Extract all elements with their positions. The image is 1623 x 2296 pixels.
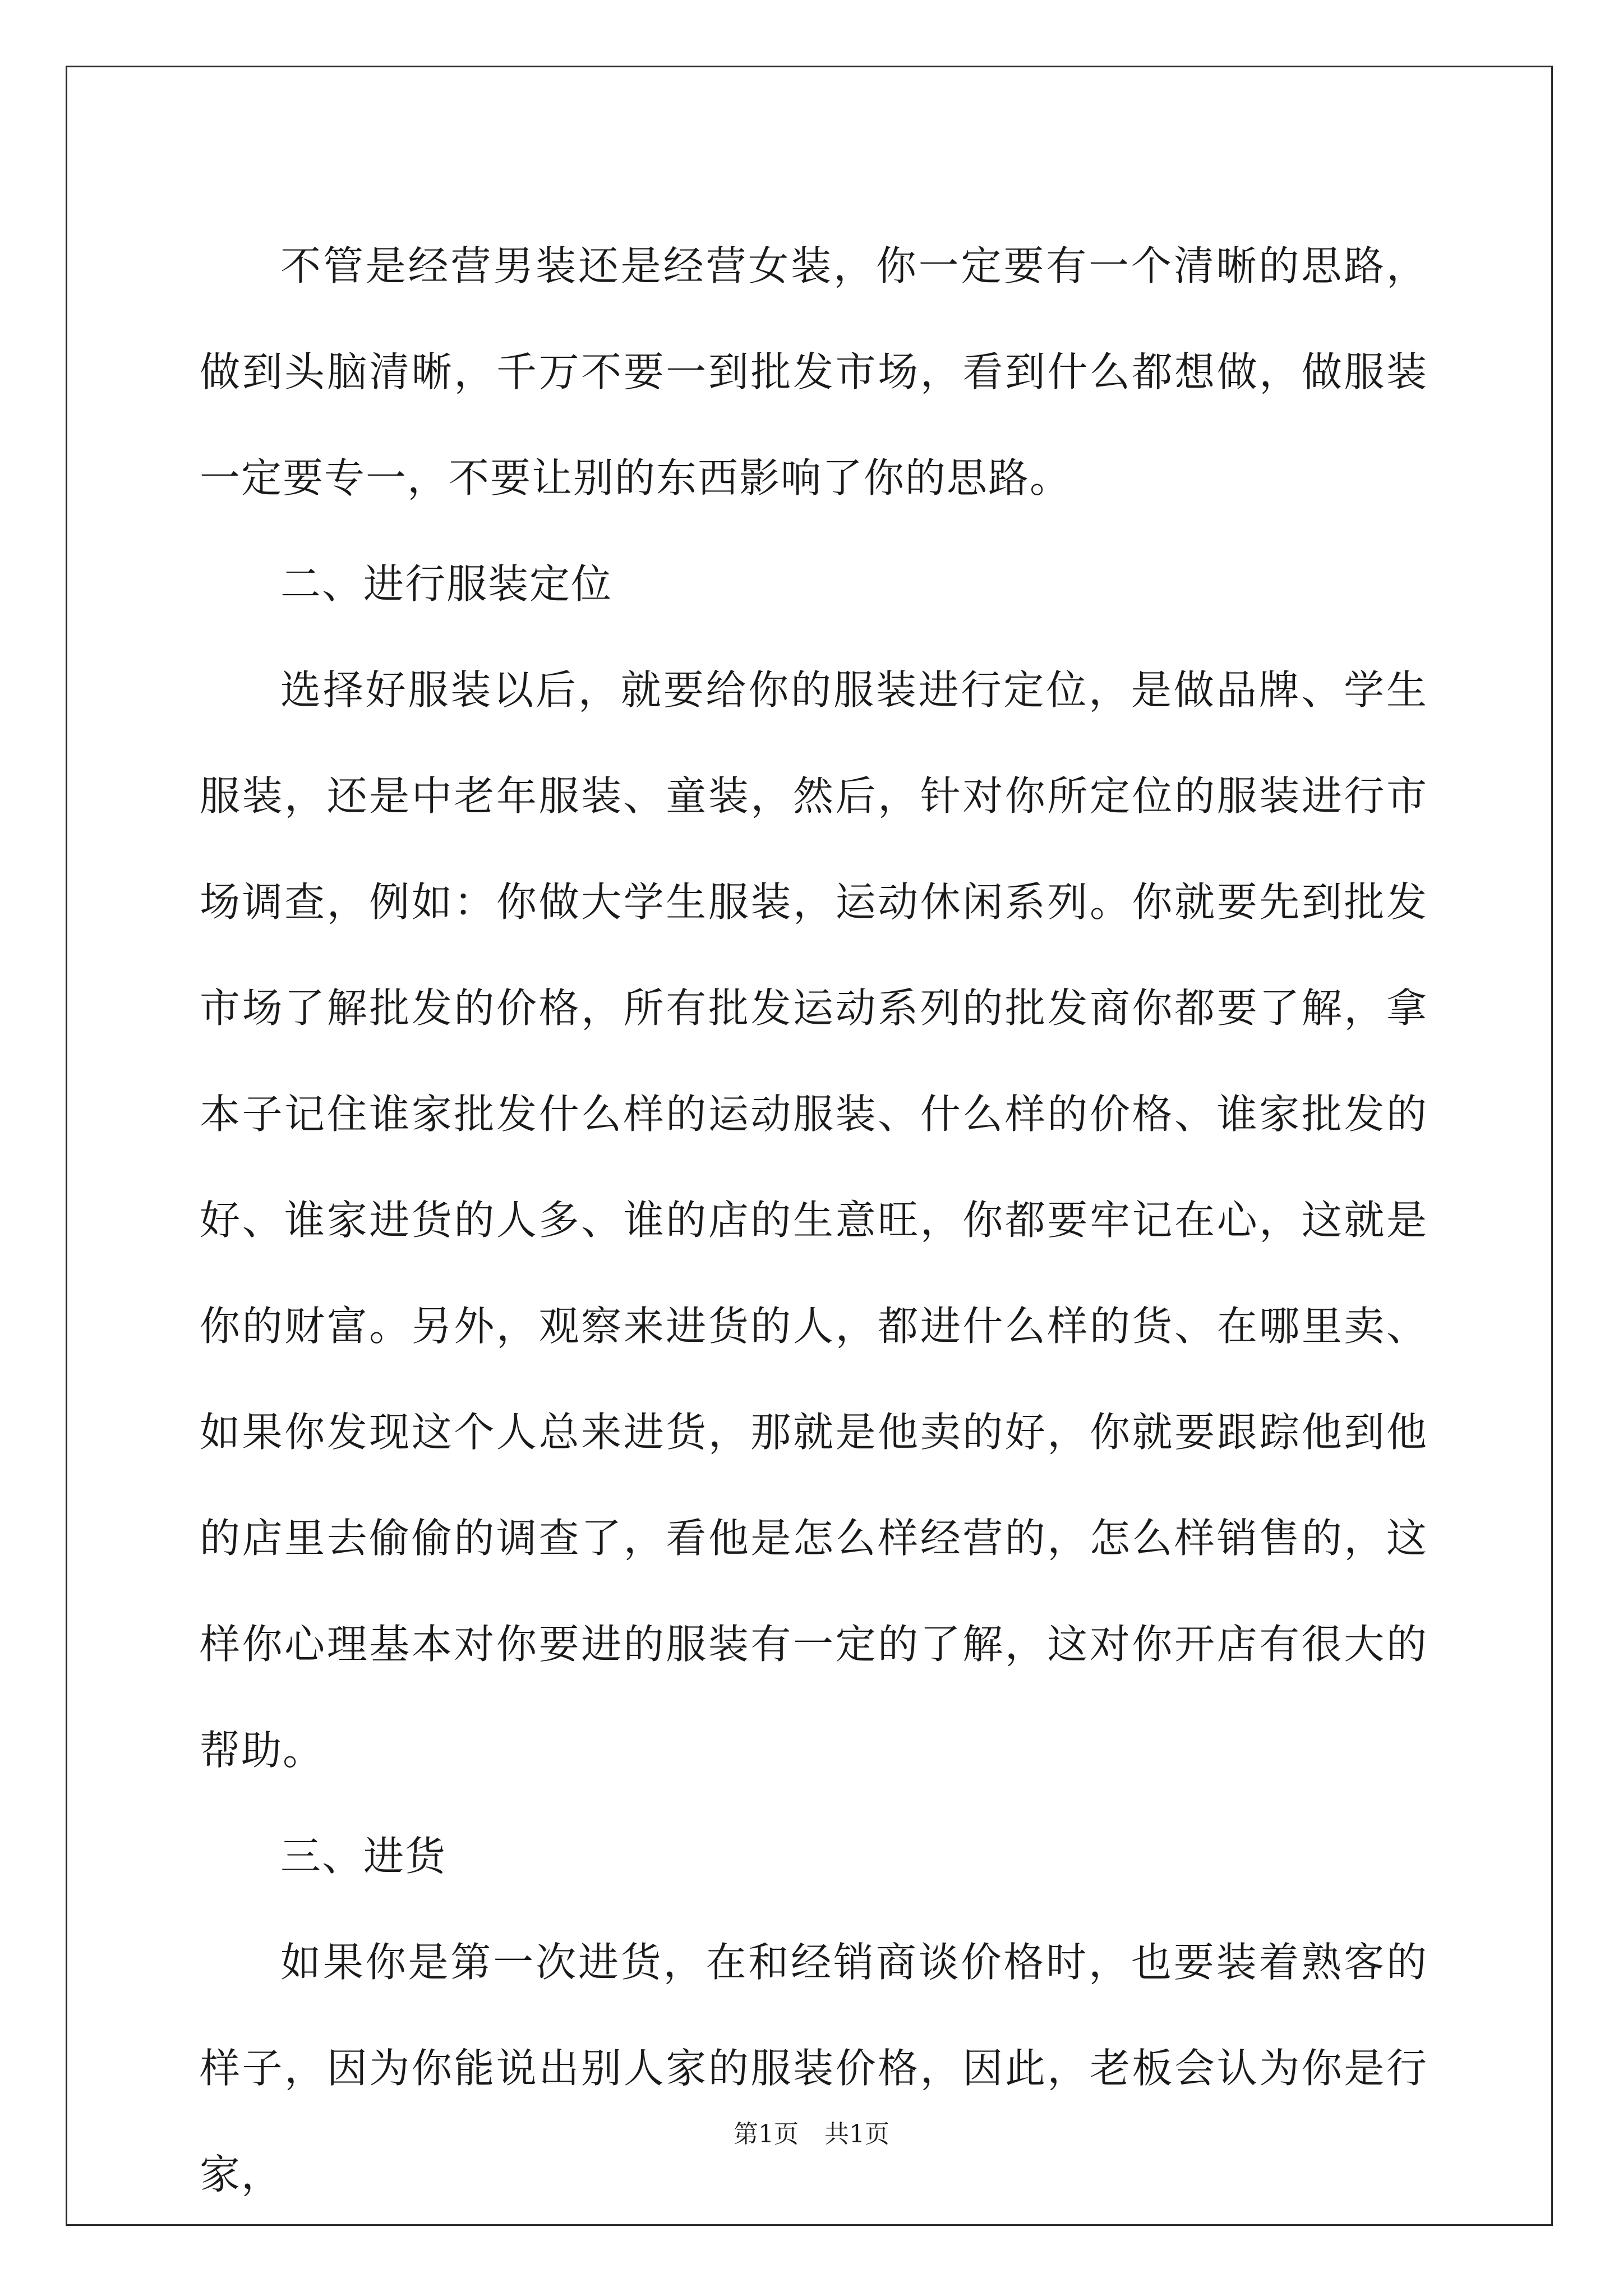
paragraph-intro: 不管是经营男装还是经营女装，你一定要有一个清晰的思路，做到头脑清晰，千万不要一到批发市场，看到什么都想做，做服装一定要专一，不要让别的东西影响了你的思路。: [200, 242, 1428, 501]
paragraph-positioning: 选择好服装以后，就要给你的服装进行定位，是做品牌、学生服装，还是中老年服装、童装，然后，针对你所定位的服装进行市场调查，例如：你做大学生服装，运动休闲系列。你就要先到批发市场了解批发的价格，所有批发运动系列的批发商你都要了解，拿本子记住谁家批发什么样的运动服装、什么样的价格、谁家批发的好、谁家进货的人多、谁的店的生意旺，你都要牢记在心，这就是你的财富。另外，观察来进货的人，都进什么样的货、在哪里卖、如果你发现这个人总来进货，那就是他卖的好，你就要跟踪他到他的店里去偷偷的调查了，看他是怎么样经营的，怎么样销售的，这样你心理基本对你要进的服装有一定的了解，这对你开店有很大的帮助。: [200, 666, 1428, 1774]
section-heading-positioning: 二、进行服装定位: [280, 560, 613, 608]
page-footer: [0, 2118, 1623, 2151]
page-number-total: 共1页: [824, 2120, 889, 2148]
section-heading-stocking: 三、进货: [280, 1833, 447, 1880]
paragraph-stocking: 如果你是第一次进货，在和经销商谈价格时，也要装着熟客的样子，因为你能说出别人家的服装价格，因此，老板会认为你是行家，: [200, 1939, 1428, 2198]
page-number-current: 第1页: [734, 2120, 799, 2148]
document-body: [200, 213, 1428, 2228]
